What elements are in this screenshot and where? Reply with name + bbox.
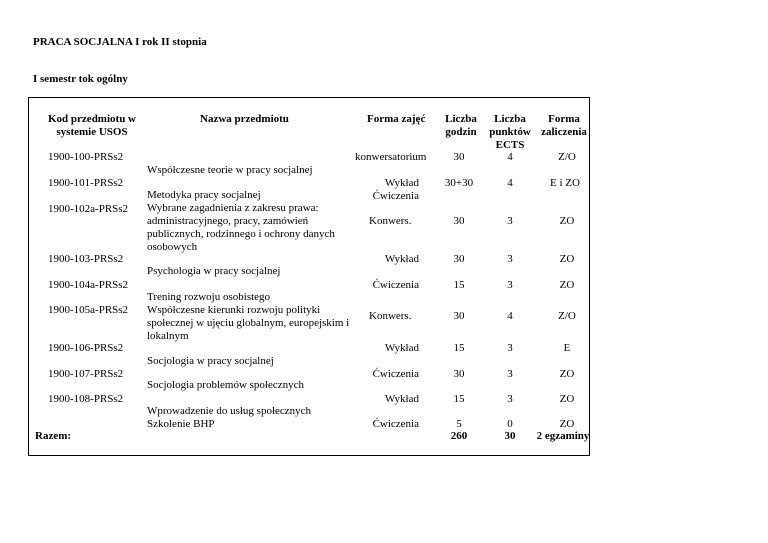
- row-code: 1900-101-PRSs2: [48, 177, 124, 189]
- row-credit: E i ZO: [550, 177, 580, 189]
- row-form: Wykład: [384, 342, 419, 354]
- total-ects: 30: [504, 430, 516, 442]
- row-code: 1900-104a-PRSs2: [48, 279, 129, 291]
- row-hours: 30: [453, 368, 465, 380]
- row-hours: 30+30: [444, 177, 474, 189]
- row-ects: 4: [507, 151, 513, 163]
- row-form: Konwers.: [369, 310, 412, 322]
- row-ects: 3: [507, 279, 513, 291]
- row-hours: 15: [453, 393, 465, 405]
- row-name: Współczesne kierunki rozwoju polityki społecznej w ujęciu globalnym, europejskim i lokalnym: [147, 304, 350, 342]
- row-credit: ZO: [559, 418, 575, 430]
- row-code: 1900-108-PRSs2: [48, 393, 124, 405]
- row-ects: 3: [507, 368, 513, 380]
- row-name: Szkolenie BHP: [147, 418, 215, 430]
- row-hours: 30: [453, 310, 465, 322]
- row-code: 1900-103-PRSs2: [48, 253, 124, 265]
- course-table: [28, 97, 590, 456]
- total-hours: 260: [450, 430, 468, 442]
- row-name: Psychologia w pracy socjalnej: [147, 265, 281, 277]
- row-name: Wybrane zagadnienia z zakresu prawa: administracyjnego, pracy, zamówień publicznych, rodzinnego i ochrony danych osobowych: [147, 202, 335, 253]
- row-hours: 30: [453, 151, 465, 163]
- row-form: Konwers.: [369, 215, 412, 227]
- row-name: Metodyka pracy socjalnej: [147, 189, 261, 201]
- row-code: 1900-105a-PRSs2: [48, 304, 129, 316]
- row-form: Ćwiczenia: [372, 368, 419, 380]
- row-ects: 3: [507, 342, 513, 354]
- row-ects: 3: [507, 215, 513, 227]
- row-ects: 0: [507, 418, 513, 430]
- row-credit: ZO: [559, 393, 575, 405]
- row-credit: ZO: [559, 215, 575, 227]
- row-credit: ZO: [559, 368, 575, 380]
- row-hours: 30: [453, 253, 465, 265]
- document-subtitle: I semestr tok ogólny: [33, 73, 128, 85]
- row-credit: Z/O: [558, 310, 576, 322]
- header-credit: Forma zaliczenia: [541, 113, 587, 138]
- row-code: 1900-107-PRSs2: [48, 368, 124, 380]
- row-form: Wykład Ćwiczenia: [372, 177, 419, 202]
- row-ects: 4: [507, 310, 513, 322]
- row-ects: 4: [507, 177, 513, 189]
- row-name: Socjologia problemów społecznych: [147, 379, 305, 391]
- row-code: 1900-102a-PRSs2: [48, 203, 129, 215]
- header-code: Kod przedmiotu w systemie USOS: [48, 113, 136, 138]
- document-title: PRACA SOCJALNA I rok II stopnia: [33, 36, 207, 48]
- row-form: Wykład: [384, 393, 419, 405]
- row-credit: ZO: [559, 279, 575, 291]
- row-name: Socjologia w pracy socjalnej: [147, 355, 274, 367]
- row-hours: 15: [453, 342, 465, 354]
- row-name: Trening rozwoju osobistego: [147, 291, 271, 303]
- row-credit: E: [563, 342, 571, 354]
- total-label: Razem:: [35, 430, 72, 442]
- header-name: Nazwa przedmiotu: [200, 113, 289, 125]
- total-credit: 2 egzaminy: [536, 430, 590, 442]
- row-form: konwersatorium: [355, 151, 427, 163]
- row-code: 1900-106-PRSs2: [48, 342, 124, 354]
- row-form: Wykład: [384, 253, 419, 265]
- row-form: Ćwiczenia: [372, 418, 419, 430]
- row-credit: Z/O: [558, 151, 576, 163]
- row-form: Ćwiczenia: [372, 279, 419, 291]
- row-hours: 15: [453, 279, 465, 291]
- row-hours: 30: [453, 215, 465, 227]
- row-credit: ZO: [559, 253, 575, 265]
- row-hours: 5: [456, 418, 462, 430]
- header-ects: Liczba punktów ECTS: [489, 113, 531, 151]
- row-ects: 3: [507, 253, 513, 265]
- row-name: Wprowadzenie do usług społecznych: [147, 405, 312, 417]
- row-ects: 3: [507, 393, 513, 405]
- header-hours: Liczba godzin: [445, 113, 477, 138]
- row-code: 1900-100-PRSs2: [48, 151, 124, 163]
- header-form: Forma zajęć: [367, 113, 426, 125]
- row-name: Współczesne teorie w pracy socjalnej: [147, 164, 313, 176]
